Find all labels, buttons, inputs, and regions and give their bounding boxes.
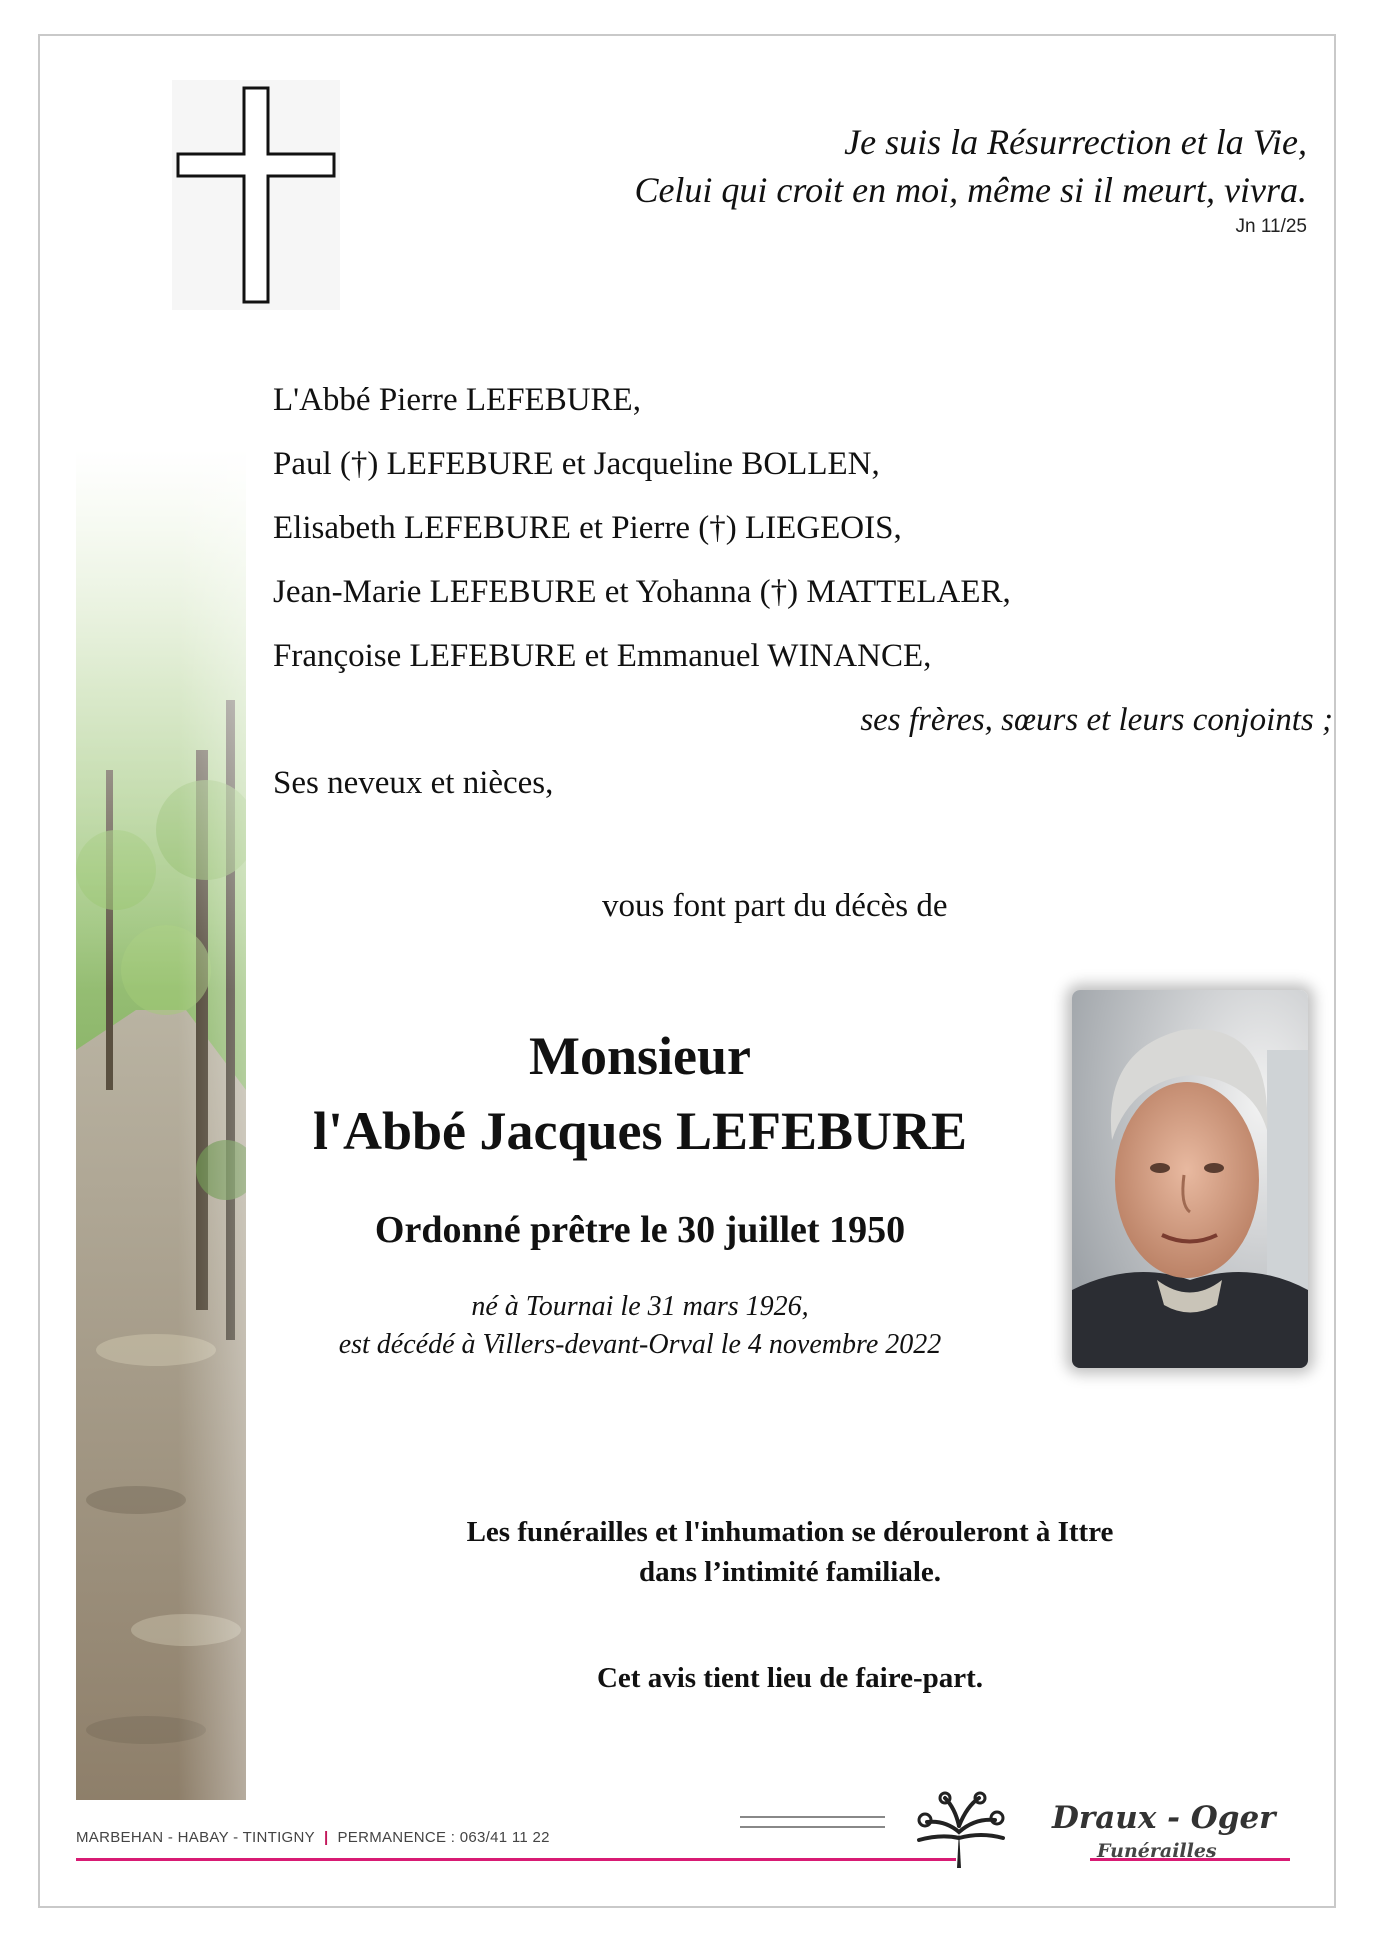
footer-double-rule <box>740 1816 885 1828</box>
quote-line-1: Je suis la Résurrection et la Vie, <box>844 122 1307 162</box>
family-member: Paul (†) LEFEBURE et Jacqueline BOLLEN, <box>273 446 880 482</box>
footer-separator: | <box>323 1829 329 1846</box>
birth-text: né à Tournai le 31 mars 1926, <box>471 1291 809 1322</box>
death-text: est décédé à Villers-devant-Orval le 4 novembre 2022 <box>338 1329 942 1360</box>
footer-permanence: PERMANENCE : 063/41 11 22 <box>337 1829 550 1846</box>
footer-contact <box>76 1829 550 1846</box>
nephews-text: Ses neveux et nièces, <box>273 765 554 801</box>
funeral-info <box>390 1512 1190 1592</box>
funeral-line-1: Les funérailles et l'inhumation se dérouleront à Ittre <box>466 1516 1114 1548</box>
quote-line-2: Celui qui croit en moi, même si il meurt, vivra. <box>634 170 1307 210</box>
quote-reference: Jn 11/25 <box>1235 216 1307 237</box>
brand-name: Draux - Oger <box>1052 1800 1276 1836</box>
life-dates <box>270 1288 1010 1364</box>
cross-icon <box>172 80 340 310</box>
tree-logo-icon <box>905 1790 1015 1875</box>
portrait-photo <box>1072 990 1308 1368</box>
brand-subtitle: Funérailles <box>1097 1840 1217 1862</box>
family-member: Françoise LEFEBURE et Emmanuel WINANCE, <box>273 638 932 674</box>
footer-accent-line <box>76 1858 956 1861</box>
family-member: Elisabeth LEFEBURE et Pierre (†) LIEGEOIS, <box>273 510 902 546</box>
funeral-line-2: dans l’intimité familiale. <box>638 1556 942 1588</box>
family-list <box>273 380 1011 700</box>
notice-text: Cet avis tient lieu de faire-part. <box>596 1662 984 1694</box>
family-member: Jean-Marie LEFEBURE et Yohanna (†) MATTELAER, <box>273 574 1011 610</box>
ordination-date: Ordonné prêtre le 30 juillet 1950 <box>374 1209 906 1251</box>
forest-path-image <box>76 450 246 1800</box>
deceased-title: Monsieur <box>529 1026 751 1086</box>
announcement-text: vous font part du décès de <box>602 888 948 924</box>
bible-quote <box>634 118 1307 214</box>
deceased-name: l'Abbé Jacques LEFEBURE <box>312 1101 968 1161</box>
relation-text: ses frères, sœurs et leurs conjoints ; <box>860 702 1333 738</box>
family-member: L'Abbé Pierre LEFEBURE, <box>273 382 641 418</box>
footer-locations: MARBEHAN - HABAY - TINTIGNY <box>76 1829 315 1846</box>
